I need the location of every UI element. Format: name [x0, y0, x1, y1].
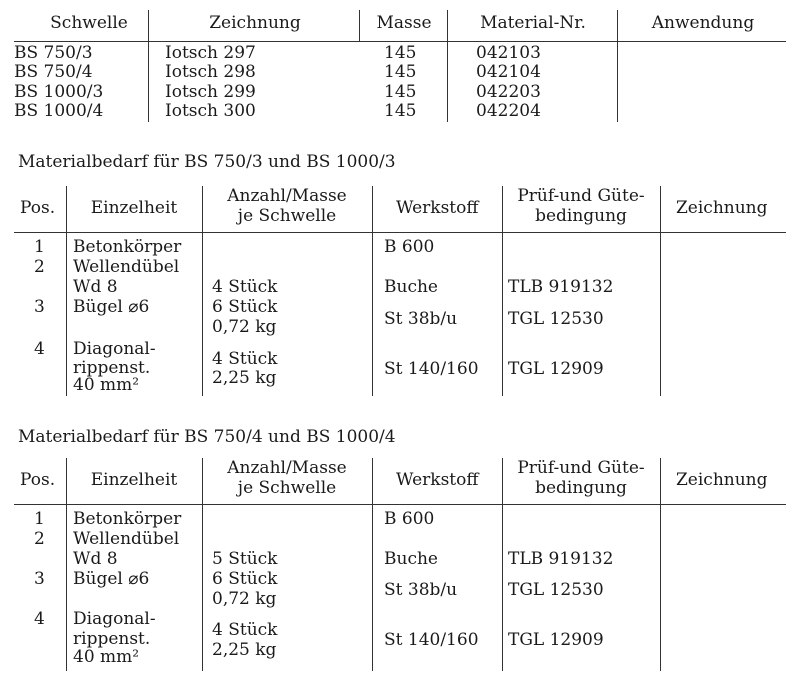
cell-pruef: TGL 12909 — [508, 359, 604, 379]
cell-pruef: TLB 919132 — [508, 549, 614, 569]
cell-masse: 145 — [384, 43, 417, 63]
cell-anzahl: 6 Stück — [212, 569, 278, 589]
cell-pruef: TGL 12530 — [508, 580, 604, 600]
cell-masse: 2,25 kg — [212, 640, 277, 660]
cell-pos: 3 — [34, 569, 45, 589]
cell-pruef: TGL 12909 — [508, 630, 604, 650]
table-col-divider — [202, 186, 203, 396]
cell-zeichnung: Iotsch 300 — [165, 101, 256, 121]
cell-anzahl: 4 Stück — [212, 277, 278, 297]
cell-anzahl: 5 Stück — [212, 549, 278, 569]
section-title: Materialbedarf für BS 750/4 und BS 1000/4 — [18, 427, 396, 447]
header-pruef: Prüf-und Güte- — [517, 186, 645, 206]
cell-material-nr: 042204 — [476, 101, 541, 121]
cell-anzahl: 4 Stück — [212, 349, 278, 369]
header-bedingung: bedingung — [535, 206, 627, 226]
cell-einzelheit: Wd 8 — [73, 277, 118, 297]
cell-masse: 2,25 kg — [212, 368, 277, 388]
header-anzahl: Anzahl/Masse — [227, 458, 347, 478]
cell-pos: 4 — [34, 339, 45, 359]
cell-pos: 3 — [34, 297, 45, 317]
header-bedingung: bedingung — [535, 478, 627, 498]
table-col-divider — [66, 186, 67, 396]
header-pos: Pos. — [20, 470, 56, 490]
cell-einzelheit: Diagonal- — [73, 339, 156, 359]
cell-anzahl: 4 Stück — [212, 620, 278, 640]
table1-header-rule — [14, 41, 786, 42]
cell-einzelheit: rippenst. — [73, 629, 151, 649]
cell-einzelheit: Betonkörper — [73, 237, 182, 257]
table1-col-divider — [617, 10, 618, 122]
table-col-divider — [202, 458, 203, 671]
cell-einzelheit: Wd 8 — [73, 549, 118, 569]
cell-werkstoff: B 600 — [384, 237, 435, 257]
cell-einzelheit: Diagonal- — [73, 609, 156, 629]
header-zeichnung: Zeichnung — [209, 13, 301, 33]
table1-col-divider — [359, 10, 360, 42]
cell-zeichnung: Iotsch 297 — [165, 43, 256, 63]
cell-schwelle: BS 750/4 — [14, 62, 93, 82]
cell-werkstoff: St 38b/u — [384, 309, 458, 329]
table-header-rule — [14, 504, 786, 505]
header-werkstoff: Werkstoff — [396, 198, 479, 218]
cell-pos: 2 — [34, 529, 45, 549]
cell-einzelheit: Betonkörper — [73, 509, 182, 529]
table1-col-divider — [148, 10, 149, 122]
cell-werkstoff: Buche — [384, 277, 438, 297]
cell-schwelle: BS 1000/4 — [14, 101, 104, 121]
header-zeichnung: Zeichnung — [676, 198, 768, 218]
cell-masse: 0,72 kg — [212, 589, 277, 609]
header-einzelheit: Einzelheit — [90, 470, 178, 490]
header-masse: Masse — [376, 13, 432, 33]
cell-masse: 0,72 kg — [212, 317, 277, 337]
header-pruef: Prüf-und Güte- — [517, 458, 645, 478]
cell-masse: 145 — [384, 101, 417, 121]
cell-material-nr: 042104 — [476, 62, 541, 82]
cell-werkstoff: St 38b/u — [384, 580, 458, 600]
table-col-divider — [502, 458, 503, 671]
header-anzahl: Anzahl/Masse — [227, 186, 347, 206]
header-schwelle: Schwelle — [50, 13, 128, 33]
header-anwendung: Anwendung — [651, 13, 755, 33]
cell-einzelheit: Bügel ⌀6 — [73, 569, 150, 589]
header-pos: Pos. — [20, 198, 56, 218]
table-header-rule — [14, 232, 786, 233]
table1-col-divider — [447, 10, 448, 122]
cell-schwelle: BS 750/3 — [14, 43, 93, 63]
table-col-divider — [372, 186, 373, 396]
cell-pruef: TLB 919132 — [508, 277, 614, 297]
cell-werkstoff: B 600 — [384, 509, 435, 529]
cell-werkstoff: St 140/160 — [384, 359, 479, 379]
cell-werkstoff: Buche — [384, 549, 438, 569]
table-col-divider — [660, 458, 661, 671]
cell-einzelheit: 40 mm² — [73, 647, 140, 667]
table-col-divider — [66, 458, 67, 671]
cell-masse: 145 — [384, 62, 417, 82]
header-je-schwelle: je Schwelle — [237, 206, 337, 226]
header-je-schwelle: je Schwelle — [237, 478, 337, 498]
section-title: Materialbedarf für BS 750/3 und BS 1000/3 — [18, 152, 396, 172]
header-werkstoff: Werkstoff — [396, 470, 479, 490]
cell-einzelheit: Wellendübel — [73, 257, 180, 277]
cell-pos: 1 — [34, 237, 45, 257]
cell-pruef: TGL 12530 — [508, 309, 604, 329]
cell-pos: 2 — [34, 257, 45, 277]
cell-masse: 145 — [384, 82, 417, 102]
header-material-nr: Material-Nr. — [480, 13, 586, 33]
cell-pos: 1 — [34, 509, 45, 529]
header-einzelheit: Einzelheit — [90, 198, 178, 218]
table-col-divider — [502, 186, 503, 396]
cell-anzahl: 6 Stück — [212, 297, 278, 317]
table-col-divider — [660, 186, 661, 396]
cell-zeichnung: Iotsch 298 — [165, 62, 256, 82]
cell-einzelheit: Bügel ⌀6 — [73, 297, 150, 317]
cell-material-nr: 042203 — [476, 82, 541, 102]
cell-zeichnung: Iotsch 299 — [165, 82, 256, 102]
table-col-divider — [372, 458, 373, 671]
cell-werkstoff: St 140/160 — [384, 630, 479, 650]
cell-einzelheit: 40 mm² — [73, 375, 140, 395]
header-zeichnung: Zeichnung — [676, 470, 768, 490]
cell-einzelheit: rippenst. — [73, 358, 151, 378]
cell-material-nr: 042103 — [476, 43, 541, 63]
cell-pos: 4 — [34, 609, 45, 629]
cell-einzelheit: Wellendübel — [73, 529, 180, 549]
cell-schwelle: BS 1000/3 — [14, 82, 104, 102]
